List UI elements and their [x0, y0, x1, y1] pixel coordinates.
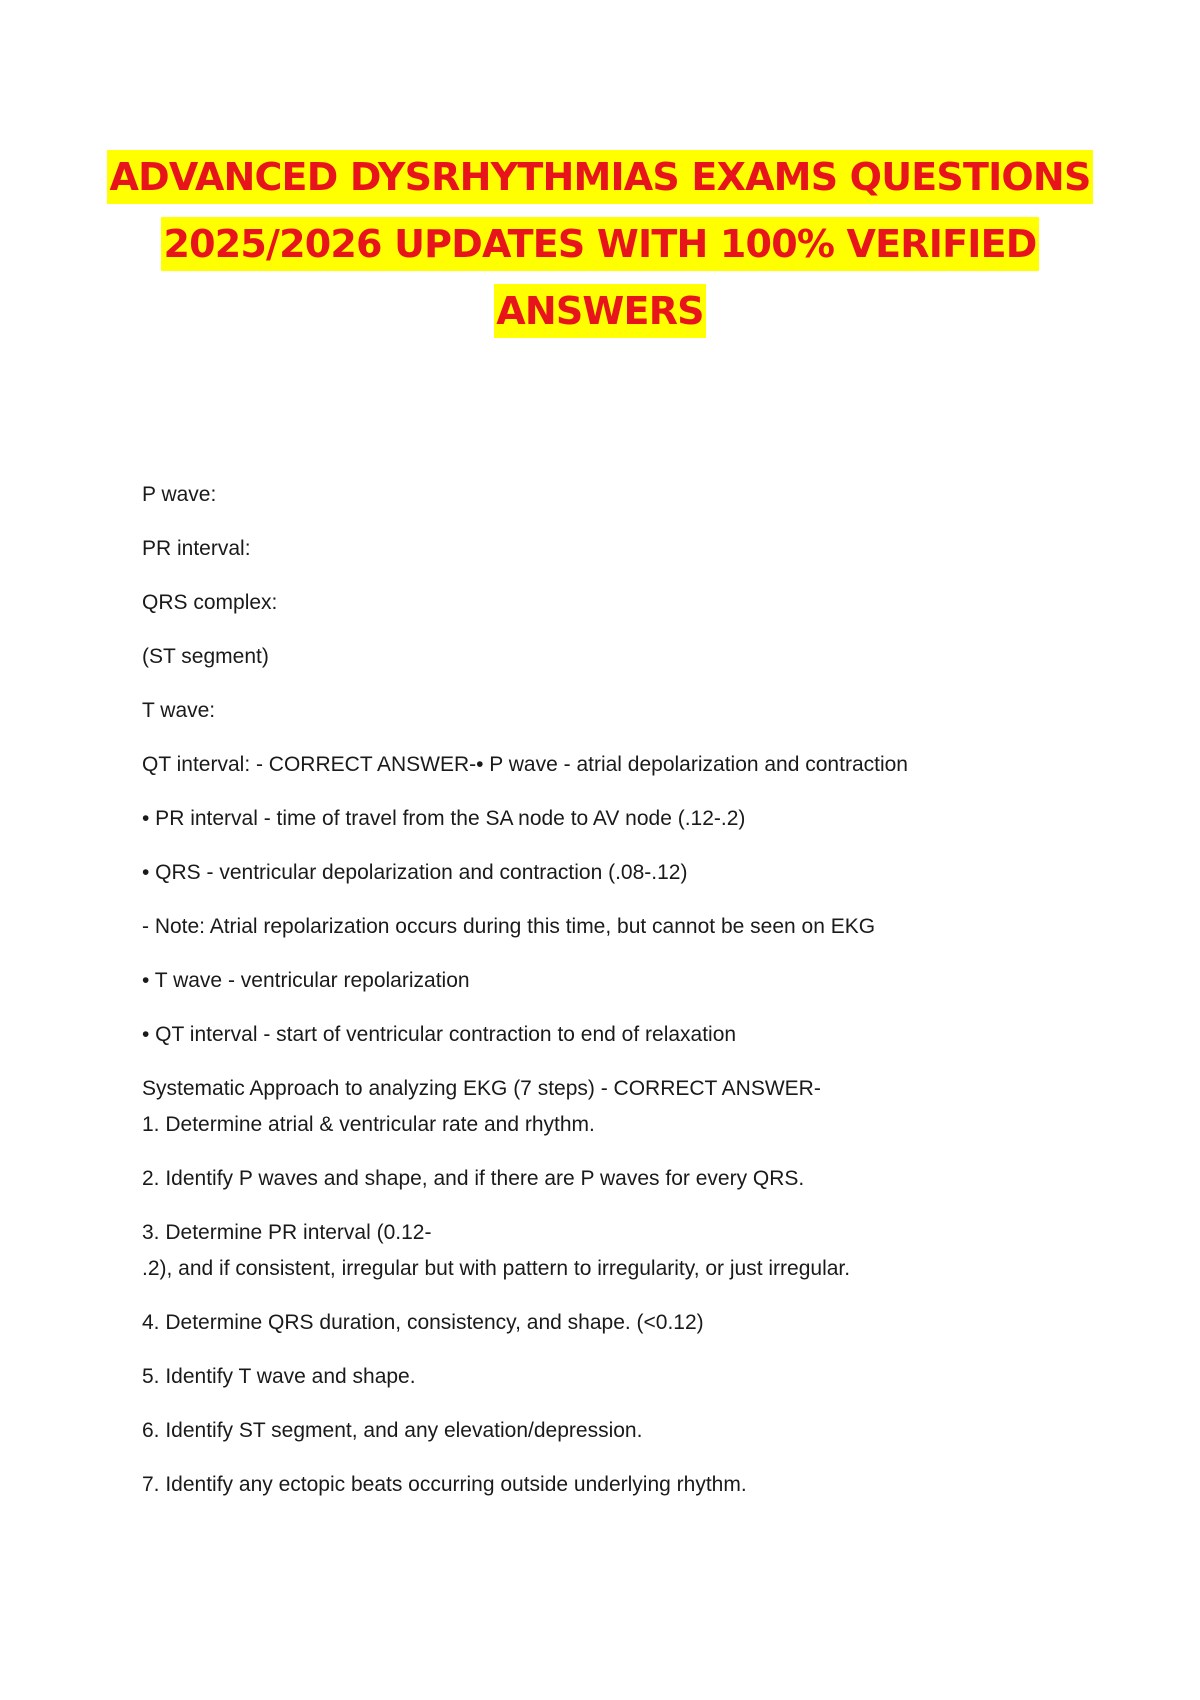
question-t-wave: T wave:	[142, 699, 216, 722]
answer-qt-interval: • QT interval - start of ventricular contraction to end of relaxation	[142, 1023, 737, 1046]
question-qrs-complex: QRS complex:	[142, 591, 278, 614]
question-systematic-approach: Systematic Approach to analyzing EKG (7 steps) - CORRECT ANSWER-	[142, 1077, 821, 1100]
step-3-continued: .2), and if consistent, irregular but with pattern to irregularity, or just irregular.	[142, 1257, 851, 1280]
question-pr-interval: PR interval:	[142, 537, 251, 560]
question-p-wave: P wave:	[142, 483, 217, 506]
document-title	[0, 150, 1200, 351]
step-2: 2. Identify P waves and shape, and if there are P waves for every QRS.	[142, 1167, 805, 1190]
question-st-segment: (ST segment)	[142, 645, 269, 668]
step-3-start: 3. Determine PR interval (0.12-	[142, 1221, 432, 1244]
title-line-1: ADVANCED DYSRHYTHMIAS EXAMS QUESTIONS	[107, 150, 1092, 204]
step-5: 5. Identify T wave and shape.	[142, 1365, 416, 1388]
step-4: 4. Determine QRS duration, consistency, and shape. (<0.12)	[142, 1311, 704, 1334]
title-line-3: ANSWERS	[494, 284, 705, 338]
question-qt-interval: QT interval: - CORRECT ANSWER-• P wave - atrial depolarization and contraction	[142, 753, 908, 776]
step-1: 1. Determine atrial & ventricular rate and rhythm.	[142, 1113, 595, 1136]
step-6: 6. Identify ST segment, and any elevation/depression.	[142, 1419, 643, 1442]
answer-qrs: • QRS - ventricular depolarization and contraction (.08-.12)	[142, 861, 688, 884]
answer-note: - Note: Atrial repolarization occurs during this time, but cannot be seen on EKG	[142, 915, 876, 938]
document-body	[142, 477, 1102, 1503]
step-7: 7. Identify any ectopic beats occurring outside underlying rhythm.	[142, 1473, 747, 1496]
answer-pr-interval: • PR interval - time of travel from the SA node to AV node (.12-.2)	[142, 807, 746, 830]
title-line-2: 2025/2026 UPDATES WITH 100% VERIFIED	[161, 217, 1038, 271]
answer-t-wave: • T wave - ventricular repolarization	[142, 969, 470, 992]
